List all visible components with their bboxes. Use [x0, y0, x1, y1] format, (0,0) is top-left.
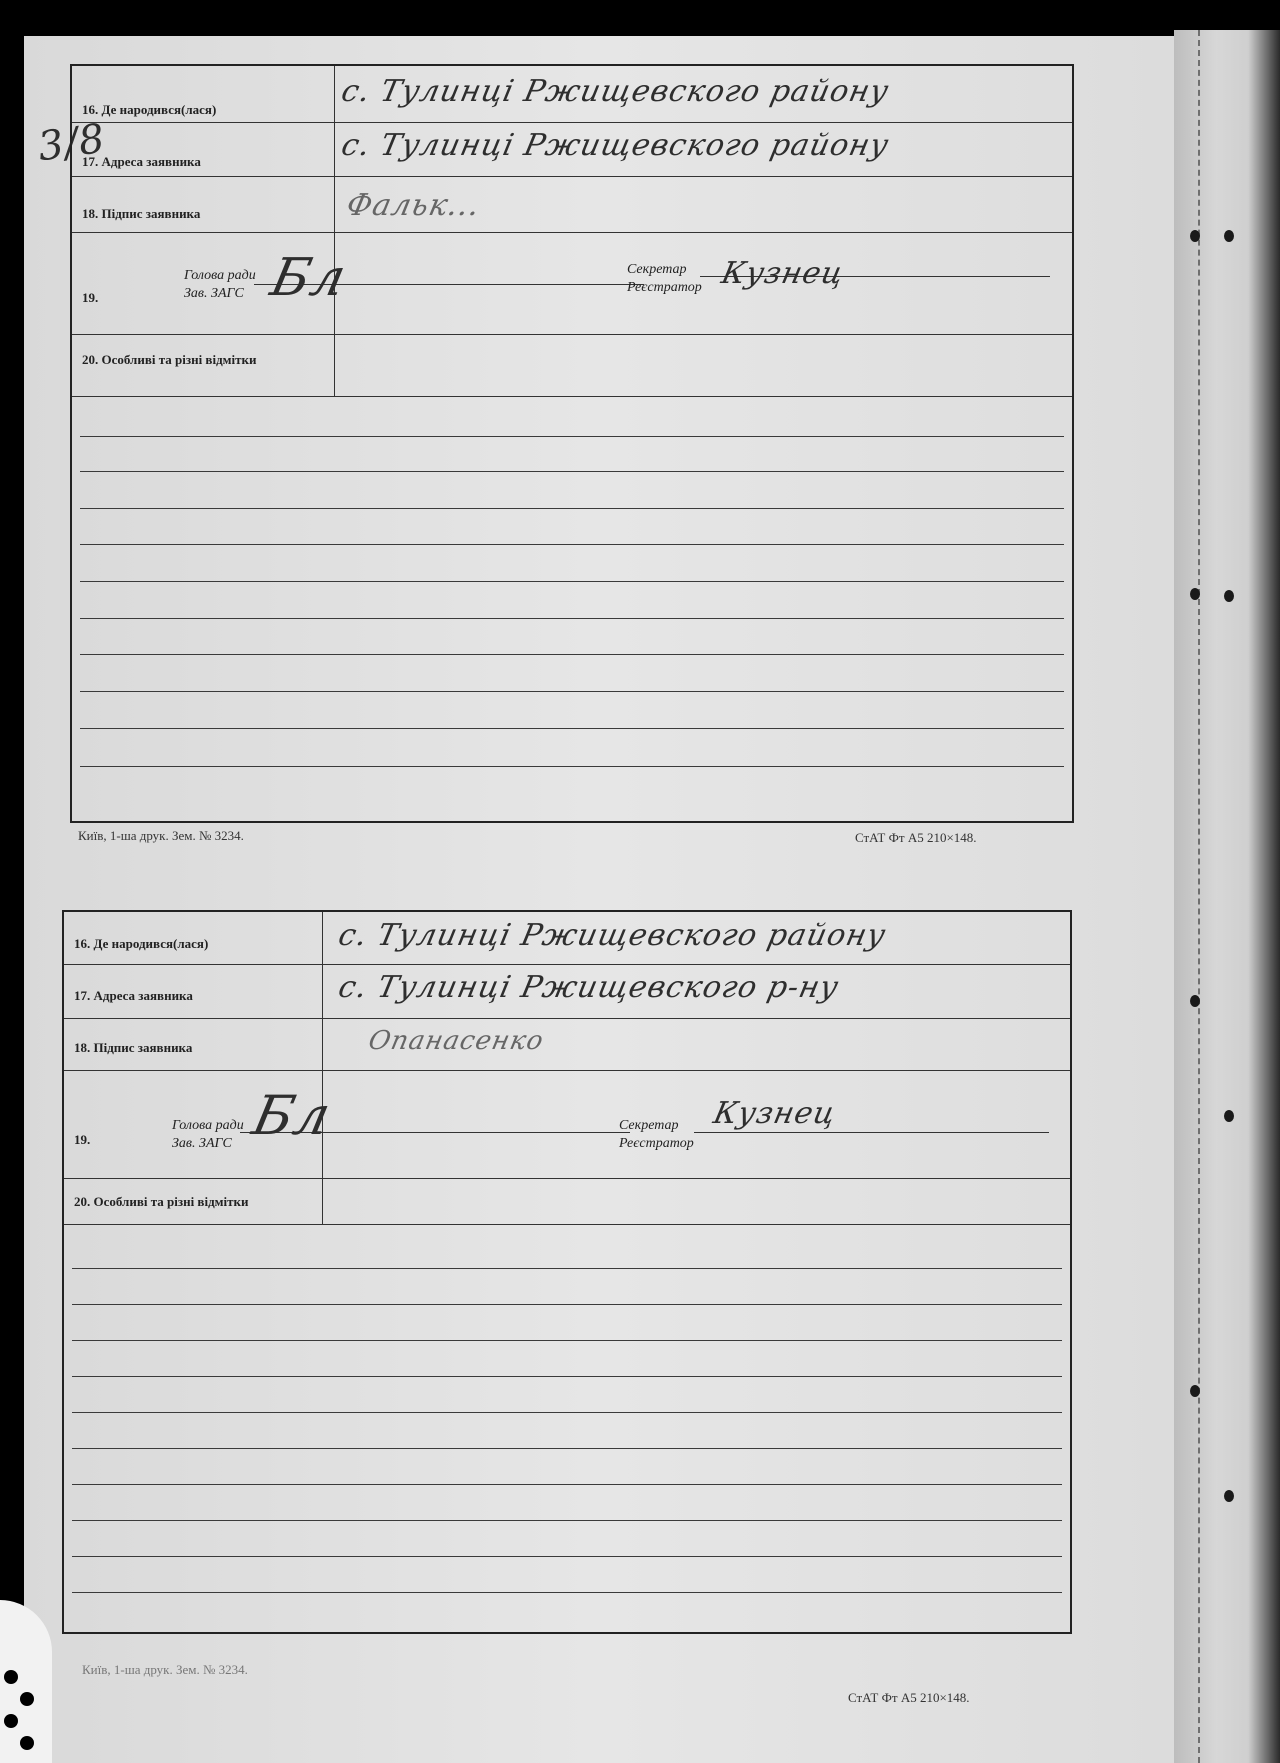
head-label-2: Зав. ЗАГС: [172, 1136, 232, 1151]
ruled-line: [80, 691, 1064, 692]
footer-printer: Київ, 1-ша друк. Зем. № 3234.: [82, 1662, 248, 1677]
form-card-1: [70, 64, 1074, 823]
secretary-signature-line: [694, 1132, 1049, 1133]
ruled-line: [72, 1412, 1062, 1413]
field-row-18: [64, 1018, 1070, 1071]
field-label: 19.: [74, 1132, 91, 1147]
ruled-line: [72, 1592, 1062, 1593]
ruled-line: [80, 544, 1064, 545]
field-label: 18. Підпис заявника: [74, 1040, 193, 1055]
secretary-label-1: Секретар: [627, 262, 687, 277]
head-label-1: Голова ради: [184, 268, 256, 283]
address-value: с. Тулинці Ржищевского району: [338, 128, 893, 163]
ruled-line: [80, 436, 1064, 437]
head-label-2: Зав. ЗАГС: [184, 286, 244, 301]
ruled-line: [72, 1448, 1062, 1449]
ruled-line: [72, 1340, 1062, 1341]
ruled-line: [72, 1268, 1062, 1269]
footer-format: СтАТ Фт А5 210×148.: [848, 1690, 970, 1705]
field-row-19: [64, 1070, 1070, 1179]
punch-hole: [1190, 995, 1200, 1007]
form-card-2: [62, 910, 1072, 1634]
footer-printer: Київ, 1-ша друк. Зем. № 3234.: [78, 828, 244, 843]
field-label: 19.: [82, 290, 99, 305]
field-label: 16. Де народився(лася): [82, 102, 217, 117]
ruled-line: [80, 654, 1064, 655]
address-value: с. Тулинці Ржищевского р-ну: [335, 970, 843, 1005]
punch-hole: [1190, 230, 1200, 242]
punch-hole: [1224, 590, 1234, 602]
punch-hole: [1224, 1490, 1234, 1502]
field-row-19: [72, 232, 1072, 335]
ruled-line: [72, 1304, 1062, 1305]
ruled-line: [72, 1484, 1062, 1485]
footer-format: СтАТ Фт А5 210×148.: [855, 830, 977, 845]
punch-hole: [1190, 588, 1200, 600]
ruled-line: [80, 581, 1064, 582]
ruled-line: [72, 1520, 1062, 1521]
secretary-label-2: Реєстратор: [627, 280, 702, 295]
punch-hole: [1190, 1385, 1200, 1397]
perforation-line: [1198, 30, 1200, 1763]
field-label: 20. Особливі та різні відмітки: [82, 352, 257, 367]
secretary-label-1: Секретар: [619, 1118, 679, 1133]
ruled-line: [80, 618, 1064, 619]
applicant-signature: Фальк...: [343, 188, 484, 223]
birthplace-value: с. Тулинці Ржищевского району: [338, 74, 893, 109]
applicant-signature: Опанасенко: [365, 1026, 547, 1056]
field-row-20: [64, 1178, 1070, 1225]
birthplace-value: с. Тулинці Ржищевского району: [335, 918, 890, 953]
ruled-line: [80, 508, 1064, 509]
punch-hole: [1224, 1110, 1234, 1122]
binding-spine: [1174, 30, 1280, 1763]
head-signature: Бл: [247, 1084, 337, 1147]
secretary-signature: Кузнец: [710, 1096, 840, 1131]
field-label: 18. Підпис заявника: [82, 206, 201, 221]
head-label-1: Голова ради: [172, 1118, 244, 1133]
ruled-line: [80, 728, 1064, 729]
torn-corner: [0, 1600, 52, 1763]
ruled-line: [80, 471, 1064, 472]
field-label: 16. Де народився(лася): [74, 936, 209, 951]
field-row-20: [72, 334, 1072, 397]
secretary-label-2: Реєстратор: [619, 1136, 694, 1151]
punch-hole: [1224, 230, 1234, 242]
field-row-18: [72, 176, 1072, 233]
field-label: 17. Адреса заявника: [82, 154, 201, 169]
secretary-signature: Кузнец: [718, 256, 848, 291]
field-label: 20. Особливі та різні відмітки: [74, 1194, 249, 1209]
ruled-line: [72, 1376, 1062, 1377]
field-label: 17. Адреса заявника: [74, 988, 193, 1003]
margin-note: 3/8: [35, 115, 109, 171]
ruled-line: [80, 766, 1064, 767]
ruled-line: [72, 1556, 1062, 1557]
head-signature: Бл: [265, 248, 352, 308]
